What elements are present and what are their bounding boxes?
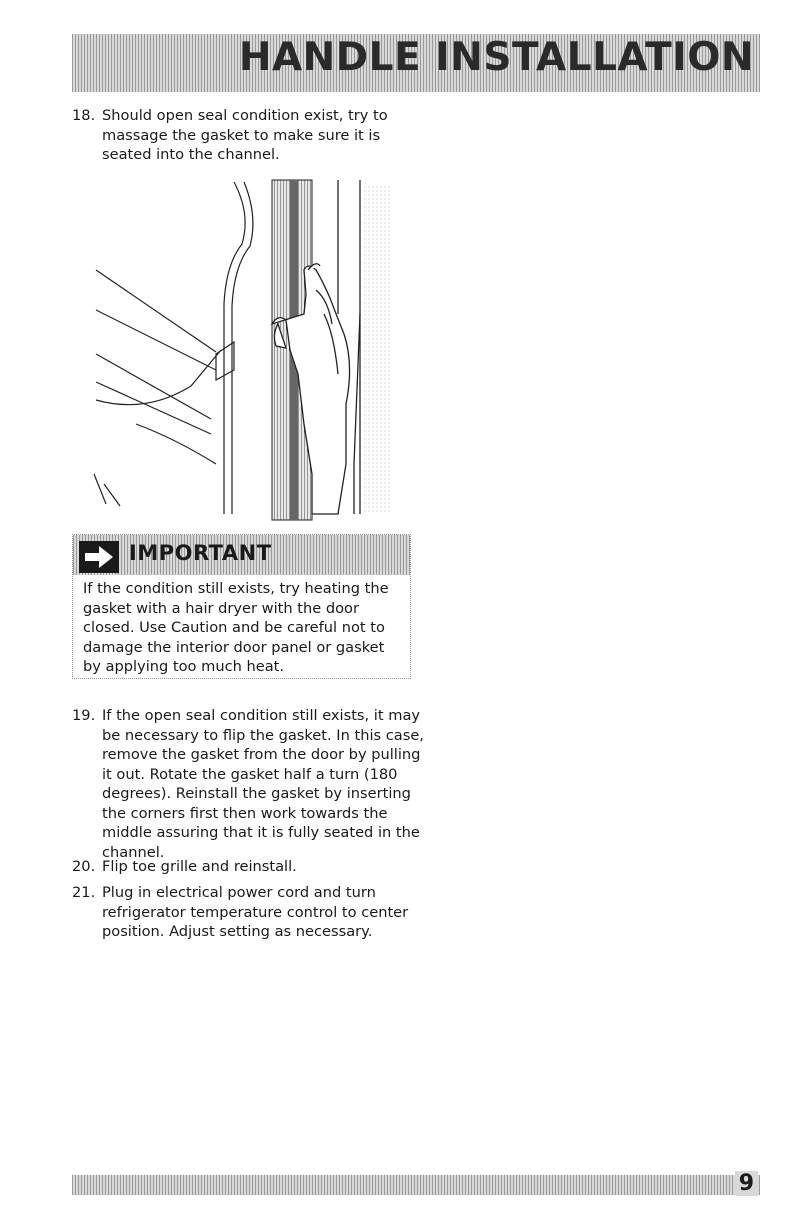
step-text: If the open seal condition still exists, it may be necessary to flip the gasket. In this case, remove the gasket from the door by pulling it out. Rotate the gasket half a turn (180 degrees). Reinstall the gasket by inserting the corners first then work towards the middle assuring that it is fully seated in the channel. — [102, 707, 424, 861]
step-number: 19. — [72, 707, 96, 724]
step-18 — [72, 106, 432, 165]
important-text: If the condition still exists, try heating the gasket with a hair dryer with the door closed. Use Caution and be careful not to damage the interior door panel or gasket by applying too much heat. — [83, 580, 389, 675]
step-number: 18. — [72, 107, 96, 124]
step-21 — [72, 883, 432, 942]
important-notice — [72, 534, 411, 679]
section-title: HANDLE INSTALLATION — [238, 35, 754, 80]
section-header-bar — [72, 34, 760, 92]
arrow-right-icon — [79, 541, 119, 573]
step-number: 20. — [72, 858, 96, 875]
footer-bar — [72, 1171, 760, 1196]
step-19 — [72, 706, 432, 862]
important-title: IMPORTANT — [129, 541, 272, 565]
gasket-illustration — [76, 174, 406, 522]
step-20 — [72, 857, 432, 877]
important-header — [73, 535, 410, 575]
page-number: 9 — [735, 1171, 758, 1196]
step-text: Should open seal condition exist, try to massage the gasket to make sure it is seated into the channel. — [102, 107, 388, 163]
step-text: Flip toe grille and reinstall. — [102, 858, 297, 875]
step-number: 21. — [72, 884, 96, 901]
door-bin-shape — [94, 270, 221, 506]
step-text: Plug in electrical power cord and turn refrigerator temperature control to center position. Adjust setting as necessary. — [102, 884, 409, 940]
